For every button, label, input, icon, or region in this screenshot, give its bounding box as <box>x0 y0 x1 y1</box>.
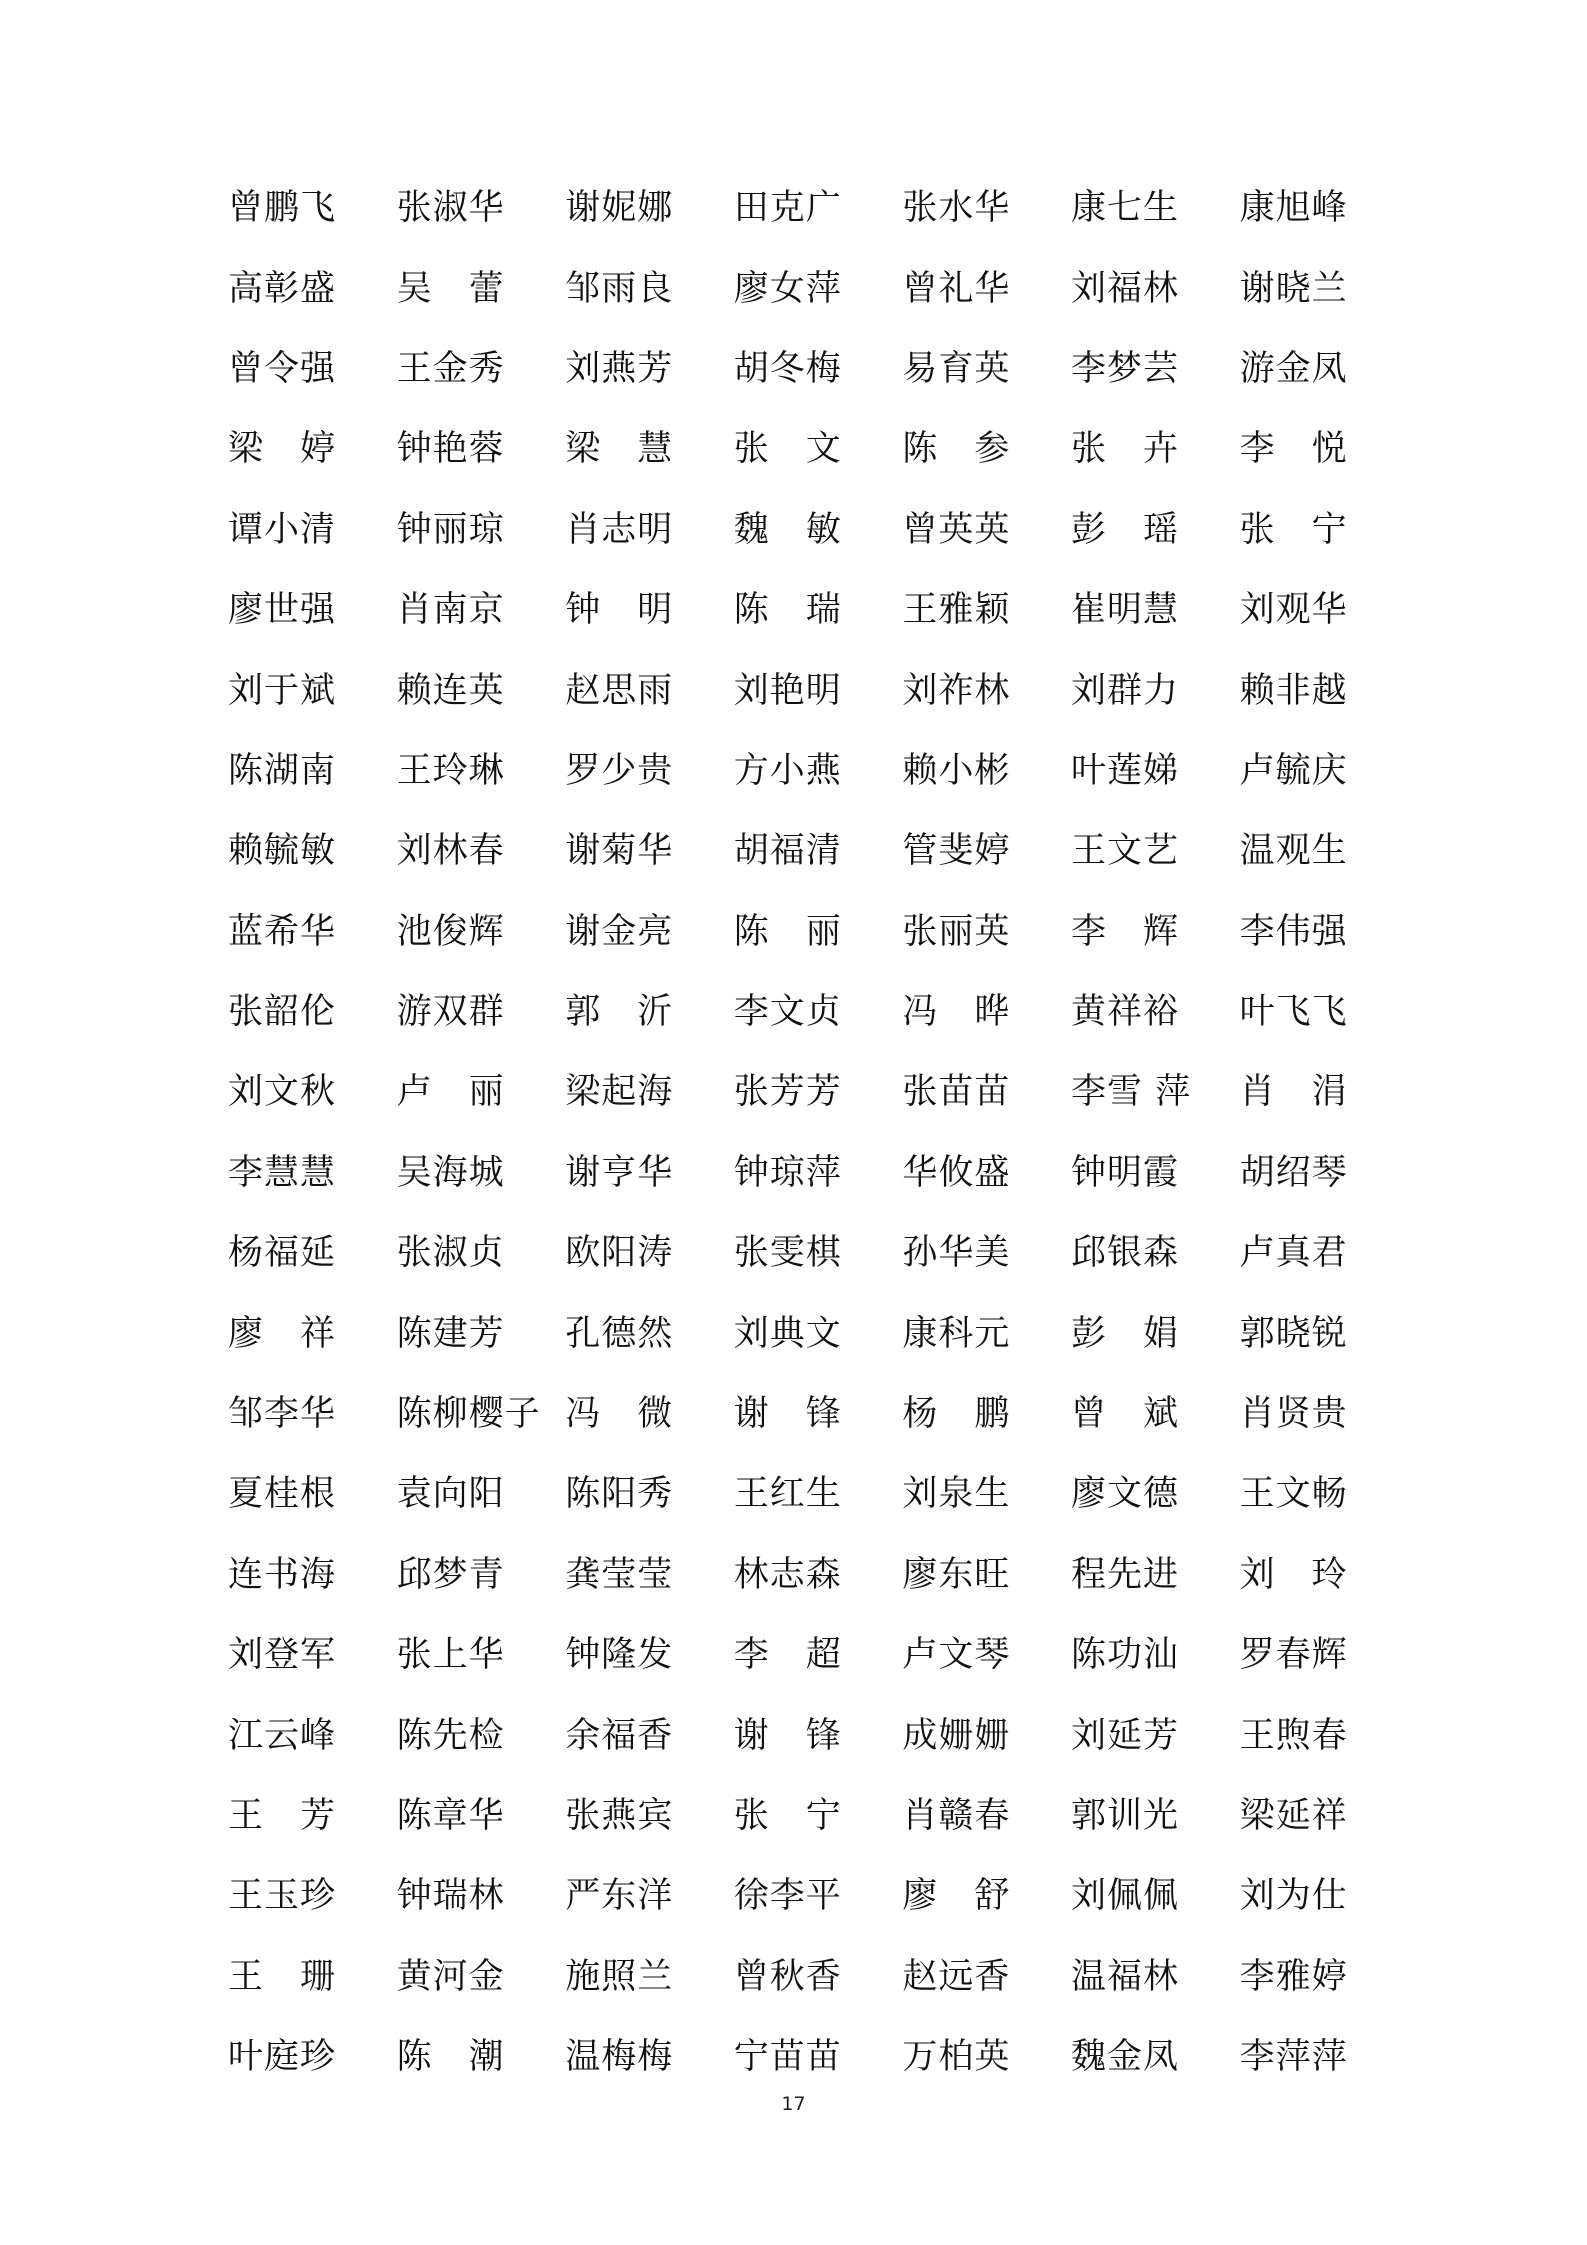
name-cell: 温观生 <box>1239 831 1348 872</box>
name-cell: 胡福清 <box>733 831 842 872</box>
name-cell: 杨福延 <box>228 1233 337 1274</box>
name-row <box>228 650 1368 730</box>
name-cell: 康七生 <box>1070 188 1179 229</box>
name-row <box>228 168 1368 248</box>
name-cell: 谢菊华 <box>565 831 674 872</box>
name-cell: 曾鹏飞 <box>228 188 337 229</box>
name-cell: 温梅梅 <box>565 2037 674 2078</box>
name-row <box>228 1052 1368 1132</box>
name-cell: 成姗姗 <box>902 1715 1011 1756</box>
name-cell: 胡绍琴 <box>1239 1152 1348 1193</box>
name-cell: 赵思雨 <box>565 670 674 711</box>
name-cell: 黄祥裕 <box>1070 992 1179 1033</box>
name-cell: 龚莹莹 <box>565 1554 674 1595</box>
name-cell: 梁延祥 <box>1239 1796 1348 1836</box>
name-cell: 李梦芸 <box>1070 348 1179 389</box>
name-cell: 陈湖南 <box>228 750 337 791</box>
name-cell: 钟琼萍 <box>733 1152 842 1193</box>
name-cell: 张韶伦 <box>228 992 337 1033</box>
name-cell: 陈功汕 <box>1070 1635 1179 1676</box>
name-cell: 王红生 <box>733 1474 842 1515</box>
name-row <box>228 811 1368 891</box>
name-cell: 李萍萍 <box>1239 2037 1348 2078</box>
name-cell: 彭 娟 <box>1070 1313 1179 1354</box>
name-cell: 江云峰 <box>228 1715 337 1756</box>
name-cell: 叶莲娣 <box>1070 750 1179 791</box>
name-cell: 吴 蕾 <box>396 268 505 309</box>
name-cell: 黄河金 <box>396 1956 505 1997</box>
name-row <box>228 1213 1368 1293</box>
name-row <box>228 329 1368 409</box>
name-cell: 连书海 <box>228 1554 337 1595</box>
name-cell: 刘典文 <box>733 1313 842 1354</box>
name-cell: 廖女萍 <box>733 268 842 309</box>
name-cell: 陈章华 <box>396 1796 505 1836</box>
name-cell: 赖小彬 <box>902 750 1011 791</box>
name-cell: 王玲琳 <box>396 750 505 791</box>
name-cell: 陈 丽 <box>733 911 842 952</box>
name-cell: 冯 晔 <box>902 992 1011 1033</box>
name-cell: 游双群 <box>396 992 505 1033</box>
name-cell: 邱梦青 <box>396 1554 505 1595</box>
name-cell: 王雅颖 <box>902 590 1011 631</box>
name-cell: 王金秀 <box>396 348 505 389</box>
name-cell: 廖文德 <box>1070 1474 1179 1515</box>
name-cell: 肖 涓 <box>1239 1072 1348 1113</box>
name-cell: 夏桂根 <box>228 1474 337 1515</box>
name-cell: 张燕宾 <box>565 1796 674 1836</box>
name-cell: 袁向阳 <box>396 1474 505 1515</box>
name-cell: 曾秋香 <box>733 1956 842 1997</box>
name-cell: 刘祚林 <box>902 670 1011 711</box>
page-number: 17 <box>781 2093 806 2115</box>
name-cell: 邱银森 <box>1070 1233 1179 1274</box>
name-row <box>228 570 1368 650</box>
name-cell: 李雅婷 <box>1239 1956 1348 1997</box>
name-cell: 张 卉 <box>1070 429 1179 470</box>
name-cell: 王 芳 <box>228 1796 337 1836</box>
name-cell: 游金凤 <box>1239 348 1348 389</box>
name-cell: 刘福林 <box>1070 268 1179 309</box>
name-cell: 谢金亮 <box>565 911 674 952</box>
name-cell: 钟明霞 <box>1070 1152 1179 1193</box>
name-cell: 魏金凤 <box>1070 2037 1179 2078</box>
name-cell: 郭训光 <box>1070 1796 1179 1836</box>
name-cell: 王文畅 <box>1239 1474 1348 1515</box>
name-cell: 钟隆发 <box>565 1635 674 1676</box>
name-cell: 方小燕 <box>733 750 842 791</box>
name-cell: 陈 参 <box>902 429 1011 470</box>
name-cell: 曾令强 <box>228 348 337 389</box>
name-cell: 张上华 <box>396 1635 505 1676</box>
name-cell: 钟瑞林 <box>396 1876 505 1917</box>
name-cell: 谢 锋 <box>733 1715 842 1756</box>
name-cell: 曾礼华 <box>902 268 1011 309</box>
name-cell: 梁起海 <box>565 1072 674 1113</box>
name-cell: 卢 丽 <box>396 1072 505 1113</box>
name-row <box>228 1133 1368 1213</box>
name-cell: 邹李华 <box>228 1394 337 1435</box>
name-row <box>228 490 1368 570</box>
name-cell: 王煦春 <box>1239 1715 1348 1756</box>
name-cell: 李 超 <box>733 1635 842 1676</box>
name-cell: 刘艳明 <box>733 670 842 711</box>
name-cell: 刘登军 <box>228 1635 337 1676</box>
name-cell: 管斐婷 <box>902 831 1011 872</box>
name-row <box>228 2017 1368 2097</box>
name-cell: 谢 锋 <box>733 1394 842 1435</box>
name-cell: 廖 祥 <box>228 1313 337 1354</box>
name-cell: 张苗苗 <box>902 1072 1011 1113</box>
name-row <box>228 1937 1368 2017</box>
name-cell: 陈先检 <box>396 1715 505 1756</box>
name-cell: 叶飞飞 <box>1239 992 1348 1033</box>
name-cell: 张雯棋 <box>733 1233 842 1274</box>
name-cell: 谢亨华 <box>565 1152 674 1193</box>
name-cell: 温福林 <box>1070 1956 1179 1997</box>
name-cell: 罗春辉 <box>1239 1635 1348 1676</box>
name-cell: 蓝希华 <box>228 911 337 952</box>
name-cell: 赵远香 <box>902 1956 1011 1997</box>
name-cell: 刘佩佩 <box>1070 1876 1179 1917</box>
name-cell: 卢毓庆 <box>1239 750 1348 791</box>
name-cell: 田克广 <box>733 188 842 229</box>
name-cell: 刘燕芳 <box>565 348 674 389</box>
name-cell: 张 宁 <box>733 1796 842 1836</box>
name-cell: 李 悦 <box>1239 429 1348 470</box>
name-cell: 康旭峰 <box>1239 188 1348 229</box>
name-row <box>228 731 1368 811</box>
name-cell: 李文贞 <box>733 992 842 1033</box>
name-row <box>228 972 1368 1052</box>
name-cell: 华攸盛 <box>902 1152 1011 1193</box>
name-cell: 邹雨良 <box>565 268 674 309</box>
name-cell: 陈 瑞 <box>733 590 842 631</box>
name-cell: 陈建芳 <box>396 1313 505 1354</box>
name-cell: 李雪 萍 <box>1070 1072 1192 1113</box>
name-cell: 梁 慧 <box>565 429 674 470</box>
name-cell: 刘群力 <box>1070 670 1179 711</box>
name-cell: 李 辉 <box>1070 911 1179 952</box>
name-cell: 魏 敏 <box>733 509 842 550</box>
name-row <box>228 1374 1368 1454</box>
name-cell: 冯 微 <box>565 1394 674 1435</box>
name-cell: 钟艳蓉 <box>396 429 505 470</box>
name-cell: 曾英英 <box>902 509 1011 550</box>
name-cell: 王 珊 <box>228 1956 337 1997</box>
name-cell: 陈柳樱子 <box>396 1394 541 1435</box>
name-cell: 刘文秋 <box>228 1072 337 1113</box>
name-cell: 廖世强 <box>228 590 337 631</box>
name-cell: 施照兰 <box>565 1956 674 1997</box>
name-cell: 易育英 <box>902 348 1011 389</box>
name-row <box>228 1856 1368 1936</box>
name-cell: 张水华 <box>902 188 1011 229</box>
name-cell: 欧阳涛 <box>565 1233 674 1274</box>
name-cell: 廖 舒 <box>902 1876 1011 1917</box>
name-cell: 彭 瑶 <box>1070 509 1179 550</box>
name-cell: 崔明慧 <box>1070 590 1179 631</box>
name-cell: 肖贤贵 <box>1239 1394 1348 1435</box>
name-cell: 林志森 <box>733 1554 842 1595</box>
name-cell: 刘观华 <box>1239 590 1348 631</box>
name-cell: 康科元 <box>902 1313 1011 1354</box>
name-cell: 孔德然 <box>565 1313 674 1354</box>
name-cell: 刘于斌 <box>228 670 337 711</box>
name-cell: 张淑华 <box>396 188 505 229</box>
name-cell: 郭晓锐 <box>1239 1313 1348 1354</box>
name-cell: 吴海城 <box>396 1152 505 1193</box>
name-cell: 张淑贞 <box>396 1233 505 1274</box>
name-cell: 钟 明 <box>565 590 674 631</box>
name-row <box>228 1293 1368 1373</box>
name-cell: 钟丽琼 <box>396 509 505 550</box>
name-row <box>228 1776 1368 1856</box>
name-cell: 徐李平 <box>733 1876 842 1917</box>
name-cell: 王玉珍 <box>228 1876 337 1917</box>
name-cell: 余福香 <box>565 1715 674 1756</box>
name-cell: 肖志明 <box>565 509 674 550</box>
name-cell: 杨 鹏 <box>902 1394 1011 1435</box>
name-cell: 梁 婷 <box>228 429 337 470</box>
name-list-grid <box>228 168 1368 2097</box>
name-row <box>228 1454 1368 1534</box>
name-cell: 宁苗苗 <box>733 2037 842 2078</box>
name-cell: 陈阳秀 <box>565 1474 674 1515</box>
name-cell: 王文艺 <box>1070 831 1179 872</box>
name-cell: 赖毓敏 <box>228 831 337 872</box>
name-cell: 曾 斌 <box>1070 1394 1179 1435</box>
name-cell: 叶庭珍 <box>228 2037 337 2078</box>
name-cell: 刘林春 <box>396 831 505 872</box>
name-cell: 张 文 <box>733 429 842 470</box>
name-cell: 张芳芳 <box>733 1072 842 1113</box>
name-cell: 张丽英 <box>902 911 1011 952</box>
name-cell: 刘为仕 <box>1239 1876 1348 1917</box>
name-cell: 刘延芳 <box>1070 1715 1179 1756</box>
name-row <box>228 1695 1368 1775</box>
name-cell: 谢妮娜 <box>565 188 674 229</box>
name-row <box>228 1615 1368 1695</box>
name-cell: 肖赣春 <box>902 1796 1011 1836</box>
name-cell: 罗少贵 <box>565 750 674 791</box>
name-cell: 万柏英 <box>902 2037 1011 2078</box>
name-cell: 李慧慧 <box>228 1152 337 1193</box>
name-cell: 卢文琴 <box>902 1635 1011 1676</box>
name-cell: 刘泉生 <box>902 1474 1011 1515</box>
name-cell: 程先进 <box>1070 1554 1179 1595</box>
name-cell: 张 宁 <box>1239 509 1348 550</box>
name-row <box>228 1535 1368 1615</box>
name-cell: 严东洋 <box>565 1876 674 1917</box>
name-cell: 谭小清 <box>228 509 337 550</box>
name-row <box>228 409 1368 489</box>
name-cell: 陈 潮 <box>396 2037 505 2078</box>
name-cell: 胡冬梅 <box>733 348 842 389</box>
name-cell: 郭 沂 <box>565 992 674 1033</box>
name-cell: 廖东旺 <box>902 1554 1011 1595</box>
name-row <box>228 892 1368 972</box>
name-cell: 赖非越 <box>1239 670 1348 711</box>
name-cell: 肖南京 <box>396 590 505 631</box>
name-cell: 池俊辉 <box>396 911 505 952</box>
name-cell: 孙华美 <box>902 1233 1011 1274</box>
name-cell: 刘 玲 <box>1239 1554 1348 1595</box>
name-row <box>228 248 1368 328</box>
name-cell: 高彰盛 <box>228 268 337 309</box>
name-cell: 李伟强 <box>1239 911 1348 952</box>
name-cell: 卢真君 <box>1239 1233 1348 1274</box>
name-cell: 谢晓兰 <box>1239 268 1348 309</box>
name-cell: 赖连英 <box>396 670 505 711</box>
